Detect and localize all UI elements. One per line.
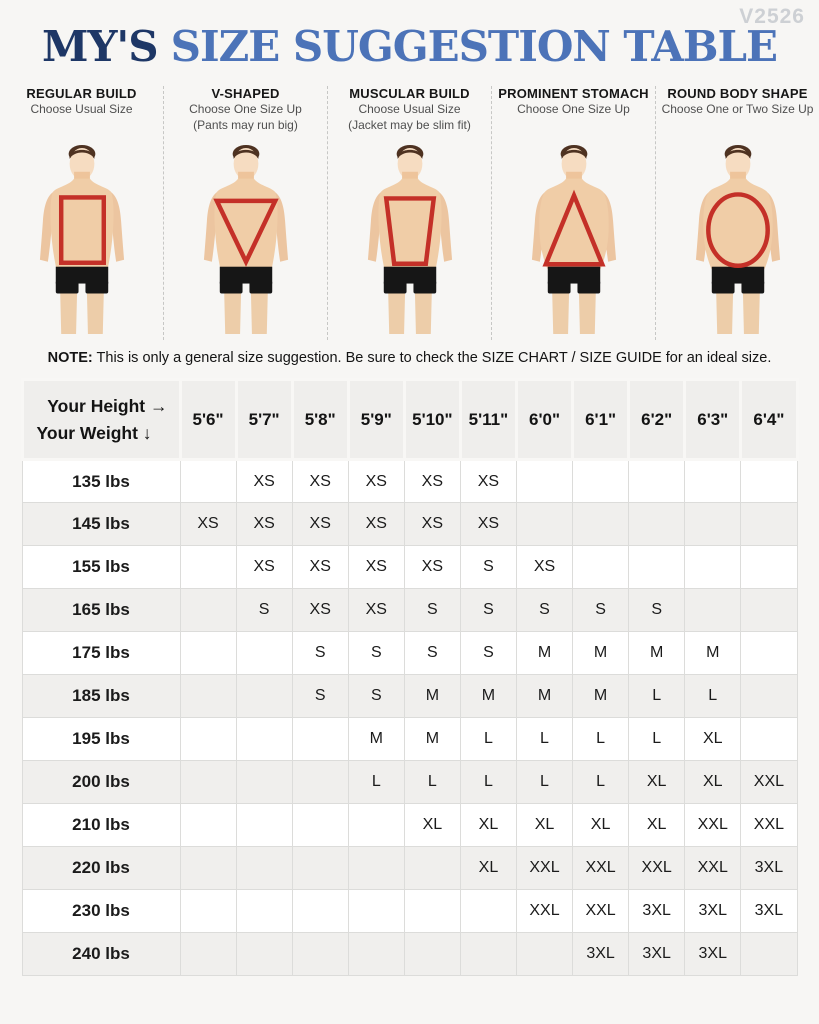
size-cell bbox=[741, 933, 797, 976]
brand-name: MY'S bbox=[41, 22, 158, 71]
size-cell bbox=[741, 589, 797, 632]
size-cell bbox=[404, 847, 460, 890]
right-leg bbox=[86, 294, 103, 335]
size-cell bbox=[348, 804, 404, 847]
body-figure-illustration bbox=[171, 142, 321, 336]
size-cell bbox=[236, 804, 292, 847]
left-leg bbox=[552, 294, 569, 335]
size-cell bbox=[292, 847, 348, 890]
height-column-header: 6'2" bbox=[629, 380, 685, 460]
size-cell: S bbox=[629, 589, 685, 632]
size-advice: Choose Usual Size bbox=[30, 102, 133, 117]
left-leg bbox=[716, 294, 733, 335]
body-type-name: V-SHAPED bbox=[211, 86, 280, 102]
weight-row bbox=[22, 933, 797, 976]
figure-label bbox=[3, 86, 160, 142]
watermark-version: V2526 bbox=[739, 5, 805, 28]
size-cell bbox=[741, 632, 797, 675]
size-cell: 3XL bbox=[741, 847, 797, 890]
weight-label: 185 lbs bbox=[22, 675, 180, 718]
size-cell bbox=[460, 933, 516, 976]
body-figure-illustration bbox=[499, 142, 649, 336]
size-cell: XS bbox=[348, 589, 404, 632]
size-cell bbox=[741, 460, 797, 503]
size-cell: XS bbox=[516, 546, 572, 589]
note-text: This is only a general size suggestion. Be sure to check the SIZE CHART / SIZE GUIDE for an ideal size. bbox=[96, 350, 772, 367]
size-cell bbox=[460, 890, 516, 933]
size-cell: XXL bbox=[573, 847, 629, 890]
right-leg bbox=[578, 294, 595, 335]
size-cell bbox=[516, 933, 572, 976]
size-cell bbox=[573, 546, 629, 589]
size-cell: M bbox=[404, 718, 460, 761]
weight-row bbox=[22, 589, 797, 632]
size-cell bbox=[236, 632, 292, 675]
weight-label: 230 lbs bbox=[22, 890, 180, 933]
size-cell bbox=[685, 589, 741, 632]
size-cell: XS bbox=[180, 503, 236, 546]
body-type-name: REGULAR BUILD bbox=[26, 86, 137, 102]
size-cell bbox=[741, 675, 797, 718]
height-column-header: 5'6" bbox=[180, 380, 236, 460]
figure-column-rectangle bbox=[0, 86, 163, 340]
size-cell: XL bbox=[685, 761, 741, 804]
weight-label: 200 lbs bbox=[22, 761, 180, 804]
size-cell: S bbox=[460, 589, 516, 632]
size-cell: XS bbox=[404, 503, 460, 546]
right-leg bbox=[414, 294, 431, 335]
size-cell: XXL bbox=[685, 804, 741, 847]
size-cell: XS bbox=[292, 589, 348, 632]
size-cell: L bbox=[460, 718, 516, 761]
size-cell bbox=[236, 675, 292, 718]
size-cell bbox=[292, 804, 348, 847]
figure-label bbox=[167, 86, 324, 142]
size-cell bbox=[685, 546, 741, 589]
size-cell: L bbox=[460, 761, 516, 804]
size-cell: 3XL bbox=[629, 890, 685, 933]
size-cell: 3XL bbox=[685, 933, 741, 976]
size-cell: XS bbox=[348, 460, 404, 503]
size-cell: XS bbox=[236, 503, 292, 546]
size-cell: L bbox=[685, 675, 741, 718]
size-cell bbox=[292, 890, 348, 933]
size-cell: XS bbox=[460, 460, 516, 503]
size-cell bbox=[236, 890, 292, 933]
size-cell bbox=[292, 933, 348, 976]
weight-label: 175 lbs bbox=[22, 632, 180, 675]
weight-label: 240 lbs bbox=[22, 933, 180, 976]
height-column-header: 5'8" bbox=[292, 380, 348, 460]
size-advice-note: (Pants may run big) bbox=[193, 118, 298, 133]
size-cell bbox=[180, 546, 236, 589]
size-cell: L bbox=[404, 761, 460, 804]
size-cell: XS bbox=[236, 460, 292, 503]
size-cell bbox=[404, 890, 460, 933]
weight-row bbox=[22, 675, 797, 718]
body-type-guide bbox=[0, 86, 819, 340]
weight-row bbox=[22, 761, 797, 804]
size-cell: S bbox=[404, 589, 460, 632]
size-advice: Choose One or Two Size Up bbox=[661, 102, 814, 117]
size-cell: M bbox=[516, 675, 572, 718]
size-cell bbox=[180, 632, 236, 675]
size-cell: M bbox=[629, 632, 685, 675]
height-column-header: 6'3" bbox=[685, 380, 741, 460]
size-cell: XXL bbox=[741, 804, 797, 847]
figure-label bbox=[659, 86, 816, 142]
figure-column-trapezoid bbox=[327, 86, 491, 340]
height-axis-label: Your Height → bbox=[47, 396, 168, 417]
size-cell bbox=[180, 718, 236, 761]
height-column-header: 5'10" bbox=[404, 380, 460, 460]
size-cell bbox=[180, 804, 236, 847]
size-cell bbox=[685, 460, 741, 503]
size-cell bbox=[629, 503, 685, 546]
size-cell bbox=[180, 589, 236, 632]
weight-axis-label: Your Weight ↓ bbox=[36, 422, 152, 443]
body-figure-illustration bbox=[663, 142, 813, 336]
title-text: SIZE SUGGESTION TABLE bbox=[170, 22, 778, 71]
size-cell: XXL bbox=[629, 847, 685, 890]
size-cell bbox=[741, 718, 797, 761]
size-cell: XS bbox=[236, 546, 292, 589]
size-cell bbox=[236, 933, 292, 976]
body-figure-illustration bbox=[7, 142, 157, 336]
weight-row bbox=[22, 546, 797, 589]
size-cell bbox=[348, 847, 404, 890]
body-type-name: ROUND BODY SHAPE bbox=[667, 86, 808, 102]
weight-row bbox=[22, 460, 797, 503]
size-advice: Choose One Size Up bbox=[517, 102, 630, 117]
table-corner-header bbox=[22, 380, 180, 460]
size-cell: S bbox=[292, 632, 348, 675]
size-cell: M bbox=[573, 675, 629, 718]
figure-column-triangle bbox=[491, 86, 655, 340]
size-cell bbox=[741, 546, 797, 589]
body-type-name: MUSCULAR BUILD bbox=[349, 86, 470, 102]
size-cell bbox=[236, 847, 292, 890]
size-cell: XL bbox=[460, 847, 516, 890]
weight-label: 135 lbs bbox=[22, 460, 180, 503]
size-cell: M bbox=[516, 632, 572, 675]
left-leg bbox=[60, 294, 77, 335]
size-cell bbox=[180, 933, 236, 976]
size-cell: 3XL bbox=[629, 933, 685, 976]
size-cell: 3XL bbox=[741, 890, 797, 933]
size-cell: XS bbox=[404, 546, 460, 589]
body-type-name: PROMINENT STOMACH bbox=[498, 86, 649, 102]
size-cell: XS bbox=[460, 503, 516, 546]
size-cell: XS bbox=[348, 546, 404, 589]
size-cell: L bbox=[348, 761, 404, 804]
height-column-header: 5'11" bbox=[460, 380, 516, 460]
size-cell bbox=[180, 847, 236, 890]
height-column-header: 6'1" bbox=[573, 380, 629, 460]
size-cell bbox=[180, 675, 236, 718]
size-cell bbox=[348, 933, 404, 976]
size-cell: L bbox=[629, 675, 685, 718]
size-cell: XL bbox=[516, 804, 572, 847]
figure-label bbox=[331, 86, 488, 142]
figure-label bbox=[495, 86, 652, 142]
size-cell: M bbox=[685, 632, 741, 675]
size-cell: XXL bbox=[573, 890, 629, 933]
size-cell: S bbox=[236, 589, 292, 632]
body-figure-illustration bbox=[335, 142, 485, 336]
size-cell: XL bbox=[629, 804, 685, 847]
size-cell: M bbox=[404, 675, 460, 718]
page-title bbox=[0, 0, 819, 70]
size-cell bbox=[236, 761, 292, 804]
size-cell bbox=[180, 761, 236, 804]
size-cell: M bbox=[573, 632, 629, 675]
weight-label: 155 lbs bbox=[22, 546, 180, 589]
torso bbox=[214, 179, 277, 269]
size-cell: L bbox=[573, 761, 629, 804]
size-cell: XL bbox=[460, 804, 516, 847]
size-cell: M bbox=[460, 675, 516, 718]
right-leg bbox=[742, 294, 759, 335]
size-cell: XS bbox=[404, 460, 460, 503]
size-cell: L bbox=[516, 718, 572, 761]
size-cell bbox=[180, 890, 236, 933]
weight-row bbox=[22, 890, 797, 933]
size-advice: Choose Usual Size bbox=[358, 102, 461, 117]
size-cell bbox=[629, 546, 685, 589]
size-cell: XS bbox=[292, 503, 348, 546]
size-advice-note: (Jacket may be slim fit) bbox=[348, 118, 471, 133]
size-cell: XL bbox=[573, 804, 629, 847]
size-cell: S bbox=[348, 675, 404, 718]
torso bbox=[703, 179, 772, 269]
size-cell bbox=[348, 890, 404, 933]
size-cell: L bbox=[629, 718, 685, 761]
size-cell bbox=[741, 503, 797, 546]
size-cell: XL bbox=[629, 761, 685, 804]
height-column-header: 5'9" bbox=[348, 380, 404, 460]
size-cell: XXL bbox=[516, 890, 572, 933]
size-cell: S bbox=[573, 589, 629, 632]
right-leg bbox=[250, 294, 267, 335]
size-cell bbox=[404, 933, 460, 976]
size-table-body bbox=[22, 460, 797, 976]
size-suggestion-table bbox=[21, 378, 799, 976]
size-cell bbox=[236, 718, 292, 761]
size-cell: S bbox=[348, 632, 404, 675]
size-cell bbox=[573, 503, 629, 546]
size-cell bbox=[292, 761, 348, 804]
left-leg bbox=[224, 294, 241, 335]
weight-label: 165 lbs bbox=[22, 589, 180, 632]
size-cell: L bbox=[573, 718, 629, 761]
size-cell: XS bbox=[348, 503, 404, 546]
size-cell: XS bbox=[292, 460, 348, 503]
size-cell: XXL bbox=[516, 847, 572, 890]
size-cell: XS bbox=[292, 546, 348, 589]
weight-label: 145 lbs bbox=[22, 503, 180, 546]
weight-label: 210 lbs bbox=[22, 804, 180, 847]
size-cell: S bbox=[460, 546, 516, 589]
size-cell: S bbox=[292, 675, 348, 718]
size-cell: 3XL bbox=[573, 933, 629, 976]
weight-row bbox=[22, 632, 797, 675]
table-header-row bbox=[22, 380, 797, 460]
figure-column-oval bbox=[655, 86, 819, 340]
size-cell bbox=[516, 503, 572, 546]
size-cell: S bbox=[460, 632, 516, 675]
height-column-header: 5'7" bbox=[236, 380, 292, 460]
weight-row bbox=[22, 847, 797, 890]
size-cell: M bbox=[348, 718, 404, 761]
size-cell: S bbox=[404, 632, 460, 675]
size-cell bbox=[180, 460, 236, 503]
figure-column-inverted-triangle bbox=[163, 86, 327, 340]
size-cell bbox=[629, 460, 685, 503]
height-column-header: 6'4" bbox=[741, 380, 797, 460]
size-cell: S bbox=[516, 589, 572, 632]
size-advice: Choose One Size Up bbox=[189, 102, 302, 117]
weight-row bbox=[22, 503, 797, 546]
weight-row bbox=[22, 718, 797, 761]
note-label: NOTE: bbox=[47, 350, 93, 367]
size-cell bbox=[292, 718, 348, 761]
size-note bbox=[0, 350, 819, 366]
size-cell: 3XL bbox=[685, 890, 741, 933]
size-cell bbox=[516, 460, 572, 503]
weight-row bbox=[22, 804, 797, 847]
size-cell: XL bbox=[404, 804, 460, 847]
left-leg bbox=[388, 294, 405, 335]
size-cell bbox=[573, 460, 629, 503]
weight-label: 195 lbs bbox=[22, 718, 180, 761]
size-cell: XXL bbox=[685, 847, 741, 890]
size-cell: XL bbox=[685, 718, 741, 761]
size-cell: L bbox=[516, 761, 572, 804]
weight-label: 220 lbs bbox=[22, 847, 180, 890]
size-cell: XXL bbox=[741, 761, 797, 804]
height-column-header: 6'0" bbox=[516, 380, 572, 460]
size-cell bbox=[685, 503, 741, 546]
